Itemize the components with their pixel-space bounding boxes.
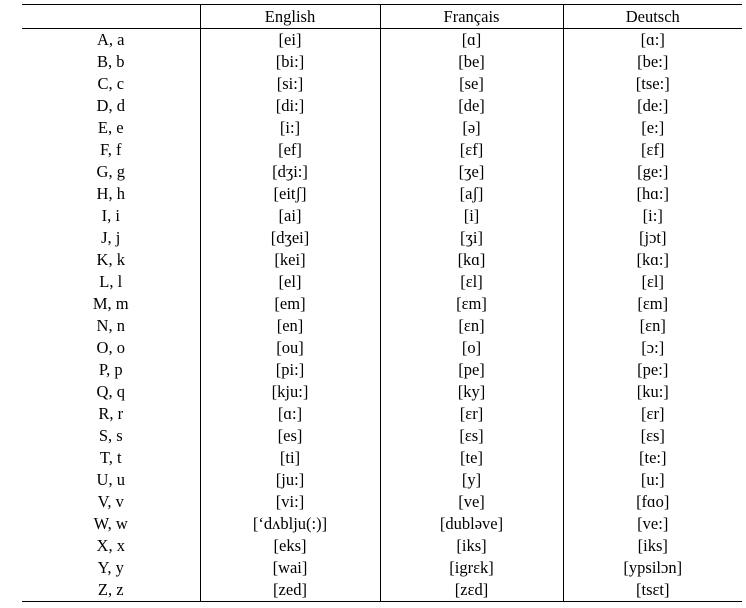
deutsch-cell: [fɑo] bbox=[563, 491, 742, 513]
francais-cell: [te] bbox=[380, 447, 563, 469]
table-row bbox=[22, 557, 742, 579]
letter-cell: L, l bbox=[99, 272, 123, 291]
table-row bbox=[22, 403, 742, 425]
deutsch-cell: [be:] bbox=[563, 51, 742, 73]
francais-cell: [ɛn] bbox=[380, 315, 563, 337]
deutsch-cell: [ɛn] bbox=[563, 315, 742, 337]
letter-cell: C, c bbox=[97, 74, 125, 93]
francais-cell: [y] bbox=[380, 469, 563, 491]
deutsch-cell: [de:] bbox=[563, 95, 742, 117]
letter-cell: K, k bbox=[96, 250, 125, 269]
francais-cell: [be] bbox=[380, 51, 563, 73]
english-cell: [es] bbox=[200, 425, 380, 447]
deutsch-cell: [i:] bbox=[563, 205, 742, 227]
deutsch-cell: [ɛs] bbox=[563, 425, 742, 447]
letter-cell: R, r bbox=[98, 404, 124, 423]
alphabet-pronunciation-table bbox=[22, 4, 742, 602]
table-header bbox=[22, 5, 742, 29]
table-row bbox=[22, 117, 742, 139]
francais-cell: [ʒe] bbox=[380, 161, 563, 183]
francais-cell: [kɑ] bbox=[380, 249, 563, 271]
letter-cell: I, i bbox=[101, 206, 120, 225]
letter-cell: W, w bbox=[93, 514, 128, 533]
francais-cell: [iks] bbox=[380, 535, 563, 557]
table-row bbox=[22, 205, 742, 227]
deutsch-cell: [tsɛt] bbox=[563, 579, 742, 602]
deutsch-cell: [kɑ:] bbox=[563, 249, 742, 271]
table-row bbox=[22, 161, 742, 183]
deutsch-cell: [ɛr] bbox=[563, 403, 742, 425]
header-english: English bbox=[200, 5, 380, 29]
deutsch-cell: [ge:] bbox=[563, 161, 742, 183]
letter-cell: P, p bbox=[98, 360, 123, 379]
english-cell: [ti] bbox=[200, 447, 380, 469]
deutsch-cell: [pe:] bbox=[563, 359, 742, 381]
table-row bbox=[22, 139, 742, 161]
alphabet-pronunciation-table-container bbox=[22, 4, 742, 602]
english-cell: [en] bbox=[200, 315, 380, 337]
table-row bbox=[22, 183, 742, 205]
deutsch-cell: [ɛm] bbox=[563, 293, 742, 315]
english-cell: [ou] bbox=[200, 337, 380, 359]
letter-cell: Y, y bbox=[97, 558, 124, 577]
francais-cell: [ɛf] bbox=[380, 139, 563, 161]
table-row bbox=[22, 535, 742, 557]
table-row bbox=[22, 73, 742, 95]
deutsch-cell: [ɔ:] bbox=[563, 337, 742, 359]
english-cell: [vi:] bbox=[200, 491, 380, 513]
english-cell: [si:] bbox=[200, 73, 380, 95]
letter-cell: A, a bbox=[97, 30, 125, 49]
deutsch-cell: [ɛl] bbox=[563, 271, 742, 293]
francais-cell: [aʃ] bbox=[380, 183, 563, 205]
english-cell: [bi:] bbox=[200, 51, 380, 73]
francais-cell: [ɛr] bbox=[380, 403, 563, 425]
francais-cell: [zɛd] bbox=[380, 579, 563, 602]
english-cell: [em] bbox=[200, 293, 380, 315]
deutsch-cell: [te:] bbox=[563, 447, 742, 469]
table-row bbox=[22, 491, 742, 513]
english-cell: [kei] bbox=[200, 249, 380, 271]
francais-cell: [ve] bbox=[380, 491, 563, 513]
english-cell: [dʒi:] bbox=[200, 161, 380, 183]
table-row bbox=[22, 271, 742, 293]
english-cell: [el] bbox=[200, 271, 380, 293]
letter-cell: E, e bbox=[97, 118, 124, 137]
english-cell: [ei] bbox=[200, 29, 380, 52]
deutsch-cell: [e:] bbox=[563, 117, 742, 139]
francais-cell: [de] bbox=[380, 95, 563, 117]
english-cell: [ai] bbox=[200, 205, 380, 227]
table-row bbox=[22, 469, 742, 491]
table-row bbox=[22, 513, 742, 535]
letter-cell: U, u bbox=[96, 470, 125, 489]
francais-cell: [dubləve] bbox=[380, 513, 563, 535]
francais-cell: [ky] bbox=[380, 381, 563, 403]
deutsch-cell: [jɔt] bbox=[563, 227, 742, 249]
table-row bbox=[22, 95, 742, 117]
deutsch-cell: [ku:] bbox=[563, 381, 742, 403]
letter-cell: Z, z bbox=[22, 579, 200, 602]
letter-cell: B, b bbox=[96, 52, 125, 71]
francais-cell: [ɛl] bbox=[380, 271, 563, 293]
english-cell: [dʒei] bbox=[200, 227, 380, 249]
francais-cell: [pe] bbox=[380, 359, 563, 381]
francais-cell: [ʒi] bbox=[380, 227, 563, 249]
letter-cell: T, t bbox=[99, 448, 122, 467]
deutsch-cell: [tse:] bbox=[563, 73, 742, 95]
letter-cell: Q, q bbox=[96, 382, 125, 401]
deutsch-cell: [ɛf] bbox=[563, 139, 742, 161]
deutsch-cell: [ve:] bbox=[563, 513, 742, 535]
english-cell: [di:] bbox=[200, 95, 380, 117]
table-row bbox=[22, 381, 742, 403]
letter-cell: S, s bbox=[98, 426, 123, 445]
table-row bbox=[22, 579, 742, 602]
francais-cell: [ə] bbox=[380, 117, 563, 139]
francais-cell: [ɛm] bbox=[380, 293, 563, 315]
english-cell: [ef] bbox=[200, 139, 380, 161]
table-row bbox=[22, 51, 742, 73]
english-cell: [kju:] bbox=[200, 381, 380, 403]
letter-cell: G, g bbox=[96, 162, 125, 181]
letter-cell: O, o bbox=[96, 338, 125, 357]
table-row bbox=[22, 359, 742, 381]
table-row bbox=[22, 337, 742, 359]
letter-cell: H, h bbox=[96, 184, 125, 203]
header-deutsch: Deutsch bbox=[563, 5, 742, 29]
table-row bbox=[22, 29, 742, 52]
english-cell: [‘dʌblju(:)] bbox=[200, 513, 380, 535]
table-body bbox=[22, 29, 742, 602]
english-cell: [eitʃ] bbox=[200, 183, 380, 205]
letter-cell: N, n bbox=[96, 316, 125, 335]
francais-cell: [i] bbox=[380, 205, 563, 227]
deutsch-cell: [ypsilɔn] bbox=[563, 557, 742, 579]
letter-cell: J, j bbox=[101, 228, 121, 247]
table-row bbox=[22, 293, 742, 315]
deutsch-cell: [ɑ:] bbox=[563, 29, 742, 52]
deutsch-cell: [hɑ:] bbox=[563, 183, 742, 205]
letter-cell: M, m bbox=[92, 294, 129, 313]
letter-cell: X, x bbox=[96, 536, 125, 555]
table-row bbox=[22, 425, 742, 447]
english-cell: [ju:] bbox=[200, 469, 380, 491]
letter-cell: F, f bbox=[99, 140, 122, 159]
francais-cell: [ɑ] bbox=[380, 29, 563, 52]
table-row bbox=[22, 249, 742, 271]
english-cell: [pi:] bbox=[200, 359, 380, 381]
francais-cell: [igrɛk] bbox=[380, 557, 563, 579]
header-row bbox=[22, 5, 742, 29]
english-cell: [eks] bbox=[200, 535, 380, 557]
letter-cell: D, d bbox=[96, 96, 125, 115]
francais-cell: [o] bbox=[380, 337, 563, 359]
english-cell: [wai] bbox=[200, 557, 380, 579]
deutsch-cell: [iks] bbox=[563, 535, 742, 557]
table-row bbox=[22, 315, 742, 337]
letter-cell: V, v bbox=[97, 492, 124, 511]
english-cell: [ɑ:] bbox=[200, 403, 380, 425]
english-cell: [zed] bbox=[200, 579, 380, 602]
table-row bbox=[22, 227, 742, 249]
francais-cell: [ɛs] bbox=[380, 425, 563, 447]
header-francais: Français bbox=[380, 5, 563, 29]
english-cell: [i:] bbox=[200, 117, 380, 139]
francais-cell: [se] bbox=[380, 73, 563, 95]
table-row bbox=[22, 447, 742, 469]
deutsch-cell: [u:] bbox=[563, 469, 742, 491]
header-letter bbox=[22, 5, 200, 29]
